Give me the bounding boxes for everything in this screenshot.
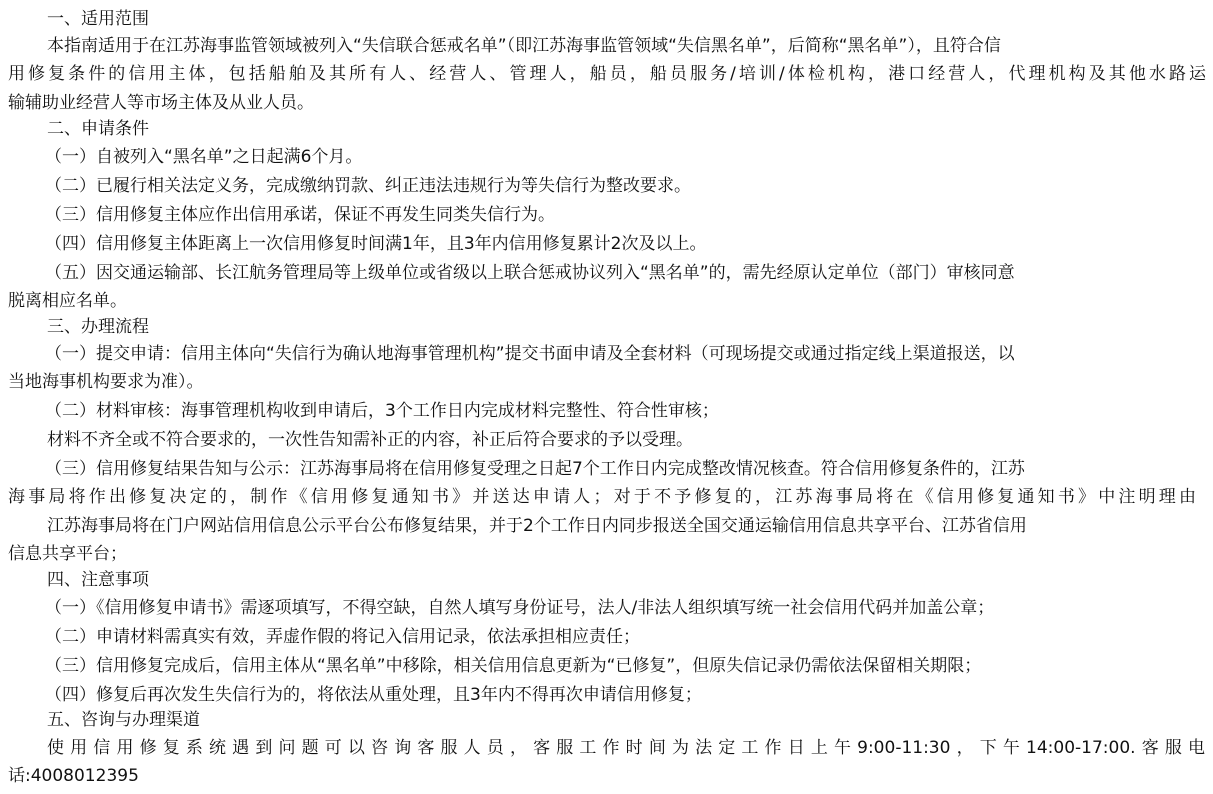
paragraph-line: 输辅助业经营人等市场主体及从业人员。 [8,93,314,113]
list-item: （二）材料审核：海事管理机构收到申请后，3个工作日内完成材料完整性、符合性审核； [45,401,719,421]
list-item-continuation: 海事局将作出修复决定的，制作《信用修复通知书》并送达申请人；对于不予修复的，江苏海事局将在《信用修复通知书》中注明理由 [8,487,1196,507]
list-item: （一）自被列入“黑名单”之日起满6个月。 [45,147,363,167]
section-heading-scope: 一、适用范围 [47,9,149,29]
section-heading-notes: 四、注意事项 [47,570,149,590]
section-heading-process: 三、办理流程 [47,317,149,337]
list-item: （五）因交通运输部、长江航务管理局等上级单位或省级以上联合惩戒协议列入“黑名单”的，需先经原认定单位（部门）审核同意 [45,263,1015,283]
paragraph-line: 本指南适用于在江苏海事监管领域被列入“失信联合惩戒名单”（即江苏海事监管领域“失信黑名单”，后简称“黑名单”），且符合信 [47,36,1001,56]
list-item: （一）《信用修复申请书》需逐项填写，不得空缺，自然人填写身份证号，法人/非法人组织填写统一社会信用代码并加盖公章； [45,598,995,618]
list-item: （四）信用修复主体距离上一次信用修复时间满1年，且3年内信用修复累计2次及以上。 [45,234,707,254]
paragraph-line: 用修复条件的信用主体，包括船舶及其所有人、经营人、管理人，船员，船员服务/培训/体检机构，港口经营人，代理机构及其他水路运 [8,64,1206,84]
list-item: （三）信用修复完成后，信用主体从“黑名单”中移除，相关信用信息更新为“已修复”，但原失信记录仍需依法保留相关期限； [45,656,982,676]
section-heading-conditions: 二、申请条件 [47,119,149,139]
list-item: （四）修复后再次发生失信行为的，将依法从重处理，且3年内不得再次申请信用修复； [45,685,702,705]
paragraph-line: 使用信用修复系统遇到问题可以咨询客服人员，客服工作时间为法定工作日上午9:00-11:30，下午14:00-17:00.客服电 [47,738,1205,758]
list-item: （三）信用修复主体应作出信用承诺，保证不再发生同类失信行为。 [45,205,555,225]
paragraph-line: 材料不齐全或不符合要求的，一次性告知需补正的内容，补正后符合要求的予以受理。 [47,430,693,450]
list-item-continuation: 当地海事机构要求为准）。 [8,372,204,392]
list-item: （三）信用修复结果告知与公示：江苏海事局将在信用修复受理之日起7个工作日内完成整改情况核查。符合信用修复条件的，江苏 [45,459,1025,479]
list-item: （二）申请材料需真实有效，弄虚作假的将记入信用记录，依法承担相应责任； [45,627,640,647]
list-item-continuation: 信息共享平台； [8,544,127,564]
list-item-continuation: 脱离相应名单。 [8,291,127,311]
paragraph-line: 江苏海事局将在门户网站信用信息公示平台公布修复结果，并于2个工作日内同步报送全国交通运输信用信息共享平台、江苏省信用 [47,516,1027,536]
list-item: （一）提交申请：信用主体向“失信行为确认地海事管理机构”提交书面申请及全套材料（可现场提交或通过指定线上渠道报送，以 [45,344,1015,364]
list-item: （二）已履行相关法定义务，完成缴纳罚款、纠正违法违规行为等失信行为整改要求。 [45,176,691,196]
contact-phone: 话:4008012395 [8,766,139,786]
section-heading-contact: 五、咨询与办理渠道 [47,710,200,730]
